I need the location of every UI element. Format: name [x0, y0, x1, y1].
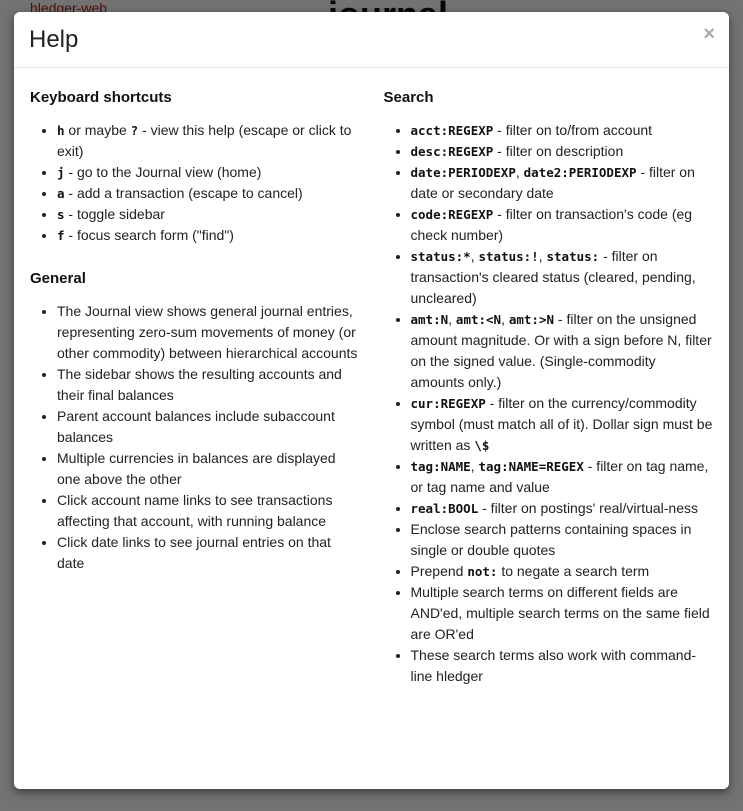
code-span: code:REGEXP — [410, 207, 494, 222]
modal-close-button[interactable]: × — [703, 23, 715, 45]
list-item: • Enclose search patterns containing spaces in single or double quotes — [411, 519, 714, 561]
code-span: status: — [546, 249, 600, 264]
code-span: f — [57, 228, 65, 243]
help-modal — [14, 12, 729, 789]
code-span: real:BOOL — [410, 501, 479, 516]
modal-body — [14, 68, 729, 789]
list-item: • s - toggle sidebar — [57, 204, 360, 225]
modal-left-column — [30, 82, 360, 711]
code-span: status:! — [478, 249, 539, 264]
code-span: j — [57, 165, 65, 180]
list-item: • acct:REGEXP - filter on to/from account — [411, 120, 714, 141]
modal-title: Help — [29, 26, 79, 53]
code-span: status:* — [410, 249, 471, 264]
section-list-general — [30, 301, 360, 574]
list-item: • amt:N, amt:<N, amt:>N - filter on the unsigned amount magnitude. Or with a sign before N, filter on the signed value. (Single-commodity amounts only.) — [411, 309, 714, 393]
list-item: • cur:REGEXP - filter on the currency/commodity symbol (must match all of it). Dollar sign must be written as \$ — [411, 393, 714, 456]
list-item: • status:*, status:!, status: - filter on transaction's cleared status (cleared, pending, uncleared) — [411, 246, 714, 309]
code-span: desc:REGEXP — [410, 144, 494, 159]
list-item: • tag:NAME, tag:NAME=REGEX - filter on tag name, or tag name and value — [411, 456, 714, 498]
list-item: • h or maybe ? - view this help (escape or click to exit) — [57, 120, 360, 162]
code-span: amt:<N — [455, 312, 502, 327]
list-item: • Prepend not: to negate a search term — [411, 561, 714, 582]
list-item: • These search terms also work with command-line hledger — [411, 645, 714, 687]
list-item: • The sidebar shows the resulting accounts and their final balances — [57, 364, 360, 406]
code-span: tag:NAME — [410, 459, 471, 474]
list-item: • Click date links to see journal entries on that date — [57, 532, 360, 574]
list-item: • desc:REGEXP - filter on description — [411, 141, 714, 162]
list-item: • j - go to the Journal view (home) — [57, 162, 360, 183]
code-span: amt:>N — [508, 312, 555, 327]
code-span: amt:N — [410, 312, 449, 327]
code-span: s — [57, 207, 65, 222]
list-item: • Multiple search terms on different fields are AND'ed, multiple search terms on the same field are OR'ed — [411, 582, 714, 645]
code-span: acct:REGEXP — [410, 123, 494, 138]
section-list-keyboard-shortcuts — [30, 120, 360, 246]
list-item: • Click account name links to see transactions affecting that account, with running balance — [57, 490, 360, 532]
section-heading-general: General — [30, 270, 86, 287]
list-item: • f - focus search form ("find") — [57, 225, 360, 246]
code-span: cur:REGEXP — [410, 396, 486, 411]
code-span: a — [57, 186, 65, 201]
list-item: • code:REGEXP - filter on transaction's code (eg check number) — [411, 204, 714, 246]
code-span: not: — [467, 564, 498, 579]
list-item: • date:PERIODEXP, date2:PERIODEXP - filter on date or secondary date — [411, 162, 714, 204]
list-item: • The Journal view shows general journal entries, representing zero-sum movements of money (or other commodity) between hierarchical accounts — [57, 301, 360, 364]
list-item: • Parent account balances include subaccount balances — [57, 406, 360, 448]
code-span: h — [57, 123, 65, 138]
code-span: ? — [130, 123, 139, 138]
modal-right-column — [384, 82, 714, 711]
code-span: \$ — [474, 438, 490, 453]
code-span: date:PERIODEXP — [410, 165, 516, 180]
code-span: date2:PERIODEXP — [523, 165, 637, 180]
section-heading-keyboard-shortcuts: Keyboard shortcuts — [30, 89, 172, 106]
modal-header — [14, 12, 729, 68]
section-heading-search: Search — [383, 89, 434, 106]
list-item: • real:BOOL - filter on postings' real/virtual-ness — [411, 498, 714, 519]
list-item: • a - add a transaction (escape to cancel) — [57, 183, 360, 204]
code-span: tag:NAME=REGEX — [478, 459, 584, 474]
list-item: • Multiple currencies in balances are displayed one above the other — [57, 448, 360, 490]
section-list-search — [384, 120, 714, 687]
